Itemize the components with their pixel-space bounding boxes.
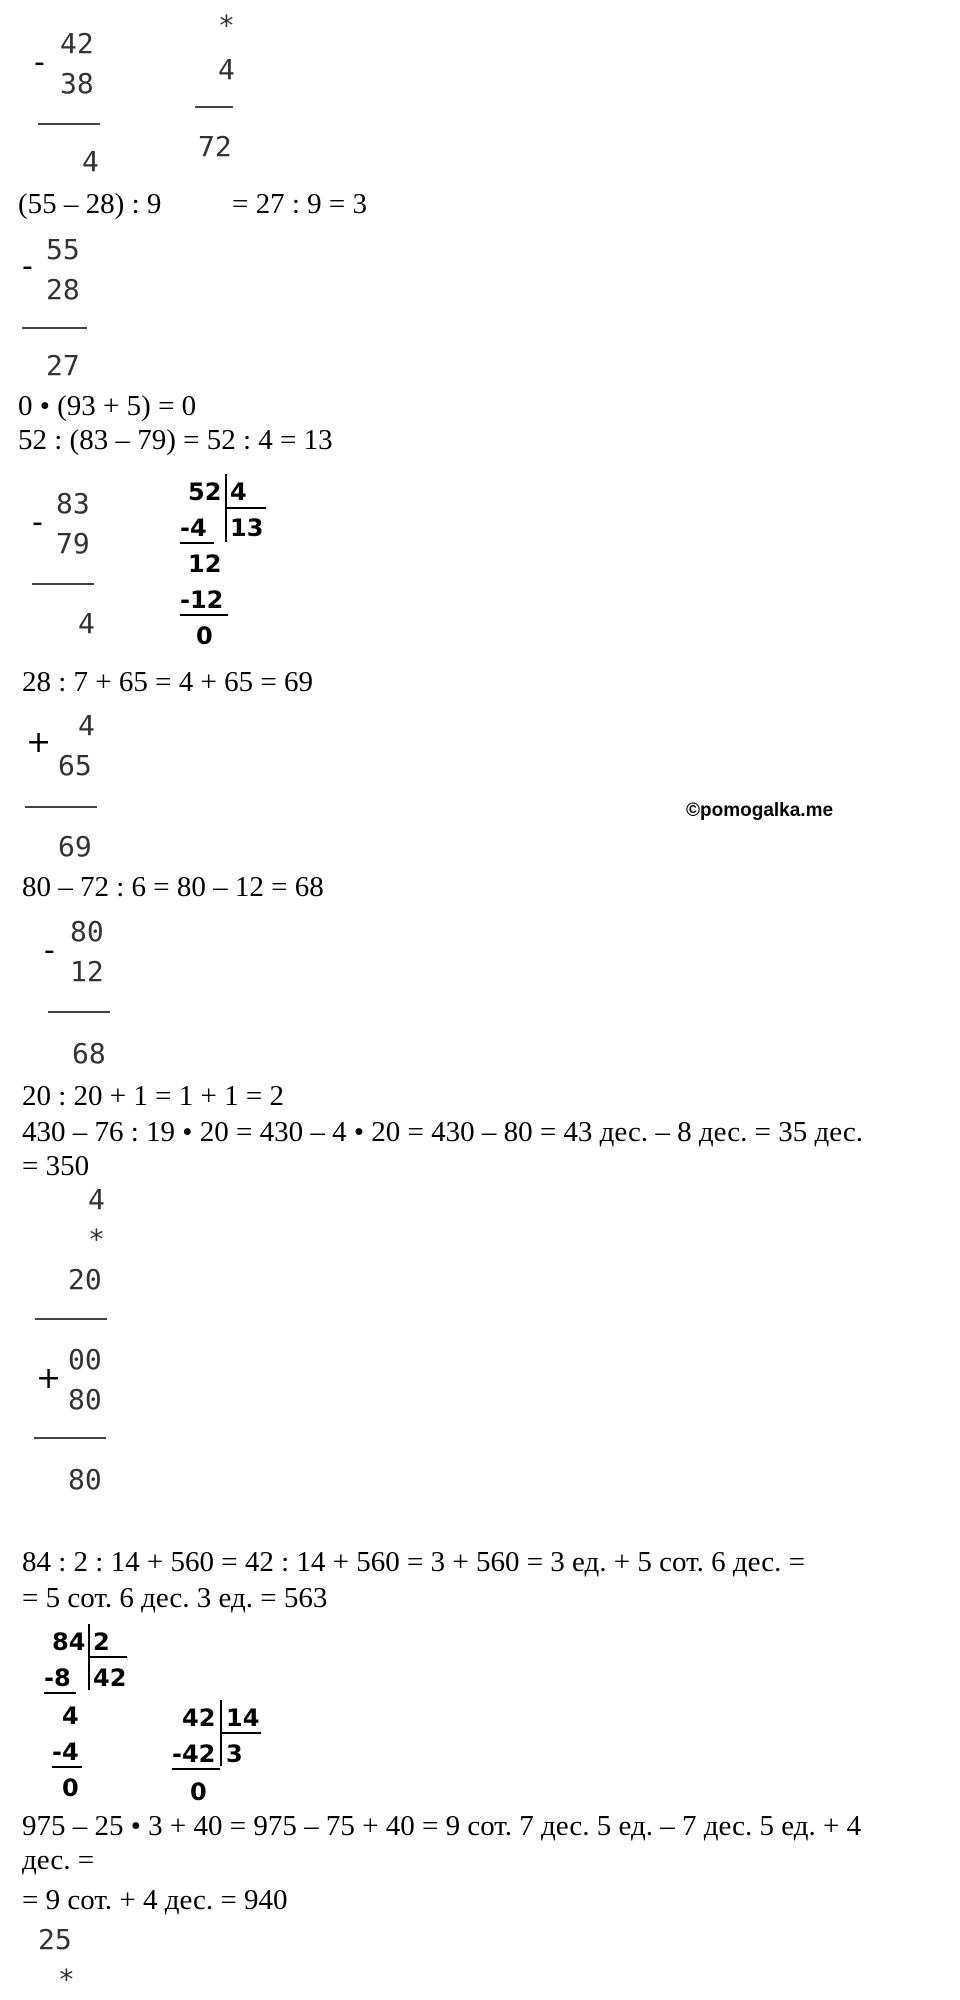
- division-remainder: 0: [62, 1774, 79, 1802]
- division-remainder: 0: [196, 622, 213, 650]
- column-rule: [195, 106, 233, 108]
- column-result: 27: [46, 349, 80, 382]
- division-subtract: -12: [180, 586, 224, 614]
- division-dividend: 84: [52, 1628, 86, 1656]
- division-dividend: 42: [182, 1704, 216, 1732]
- division-remainder: 0: [190, 1778, 207, 1806]
- column-top-number: 42: [60, 27, 94, 60]
- column-result: 4: [78, 607, 95, 640]
- watermark: ©pomogalka.me: [686, 800, 834, 821]
- column-multiplier: 20: [68, 1263, 102, 1296]
- minus-sign: -: [34, 45, 45, 80]
- division-remainder: 12: [188, 550, 222, 578]
- division-subtract: -4: [52, 1738, 79, 1766]
- division-quotient: 42: [93, 1664, 127, 1692]
- division-divisor: 4: [230, 478, 247, 506]
- equation-line: = 27 : 9 = 3: [232, 188, 368, 220]
- column-rule: [32, 583, 94, 585]
- column-rule: [22, 327, 87, 329]
- minus-sign: -: [22, 249, 33, 284]
- equation-line: (55 – 28) : 9: [18, 188, 162, 220]
- division-dividend: 52: [188, 478, 222, 506]
- column-top-number: 83: [56, 487, 90, 520]
- plus-sign: +: [36, 1361, 62, 1396]
- division-quotient: 3: [226, 1740, 243, 1768]
- equation-line: 430 – 76 : 19 • 20 = 430 – 4 • 20 = 430 – 80 = 43 дес. – 8 дес. = 35 дес.: [22, 1116, 863, 1148]
- division-remainder: 4: [62, 1702, 79, 1730]
- column-result: 72: [198, 130, 232, 163]
- equation-line: 20 : 20 + 1 = 1 + 1 = 2: [22, 1080, 284, 1112]
- column-top-number: 4: [78, 709, 95, 742]
- division-subtract: -42: [172, 1740, 216, 1768]
- equation-line: 975 – 25 • 3 + 40 = 975 – 75 + 40 = 9 сот. 7 дес. 5 ед. – 7 дес. 5 ед. + 4: [22, 1810, 862, 1842]
- column-rule: [48, 1011, 110, 1013]
- equation-line: = 350: [22, 1150, 90, 1182]
- division-divisor: 14: [226, 1704, 260, 1732]
- division-quotient: 13: [230, 514, 264, 542]
- minus-sign: -: [44, 933, 55, 968]
- column-top-number: 80: [70, 915, 104, 948]
- equation-line: 52 : (83 – 79) = 52 : 4 = 13: [18, 424, 333, 456]
- column-rule: [35, 1318, 107, 1320]
- column-multiplier: 4: [218, 53, 235, 86]
- column-rule: [34, 1437, 106, 1439]
- column-second-number: 79: [56, 527, 90, 560]
- division-underline: [180, 614, 228, 616]
- column-second-number: 12: [70, 955, 104, 988]
- division-subtract: -8: [44, 1664, 71, 1692]
- column-partial-product: 80: [68, 1383, 102, 1416]
- column-result: 69: [58, 830, 92, 863]
- column-second-number: 65: [58, 749, 92, 782]
- column-top-number: 25: [38, 1923, 72, 1956]
- division-subtract: -4: [180, 514, 207, 542]
- column-result: 4: [82, 145, 99, 178]
- minus-sign: -: [32, 505, 43, 540]
- column-partial-product: 00: [68, 1343, 102, 1376]
- equation-line: 80 – 72 : 6 = 80 – 12 = 68: [22, 871, 324, 903]
- division-bar: [89, 1656, 127, 1658]
- equation-line: 28 : 7 + 65 = 4 + 65 = 69: [22, 666, 313, 698]
- equation-line: 84 : 2 : 14 + 560 = 42 : 14 + 560 = 3 + 560 = 3 ед. + 5 сот. 6 дес. =: [22, 1546, 805, 1578]
- division-underline: [180, 542, 214, 544]
- multiply-star: *: [88, 1223, 105, 1256]
- division-bar: [226, 507, 266, 509]
- equation-line: 0 • (93 + 5) = 0: [18, 390, 197, 422]
- column-top-number: 4: [88, 1183, 105, 1216]
- equation-line: дес. =: [22, 1844, 95, 1876]
- column-top-number: 55: [46, 233, 80, 266]
- equation-line: = 9 сот. + 4 дес. = 940: [22, 1884, 288, 1916]
- column-second-number: 28: [46, 273, 80, 306]
- column-rule: [25, 806, 97, 808]
- division-divisor: 2: [93, 1628, 110, 1656]
- multiply-star: *: [58, 1963, 75, 1996]
- multiply-star: *: [218, 9, 235, 42]
- division-underline: [52, 1766, 82, 1768]
- division-underline: [44, 1692, 76, 1694]
- column-rule: [38, 123, 100, 125]
- column-result: 80: [68, 1463, 102, 1496]
- column-second-number: 38: [60, 67, 94, 100]
- equation-line: = 5 сот. 6 дес. 3 ед. = 563: [22, 1582, 328, 1614]
- plus-sign: +: [26, 725, 52, 760]
- division-underline: [172, 1768, 220, 1770]
- column-result: 68: [72, 1037, 106, 1070]
- division-bar: [221, 1732, 261, 1734]
